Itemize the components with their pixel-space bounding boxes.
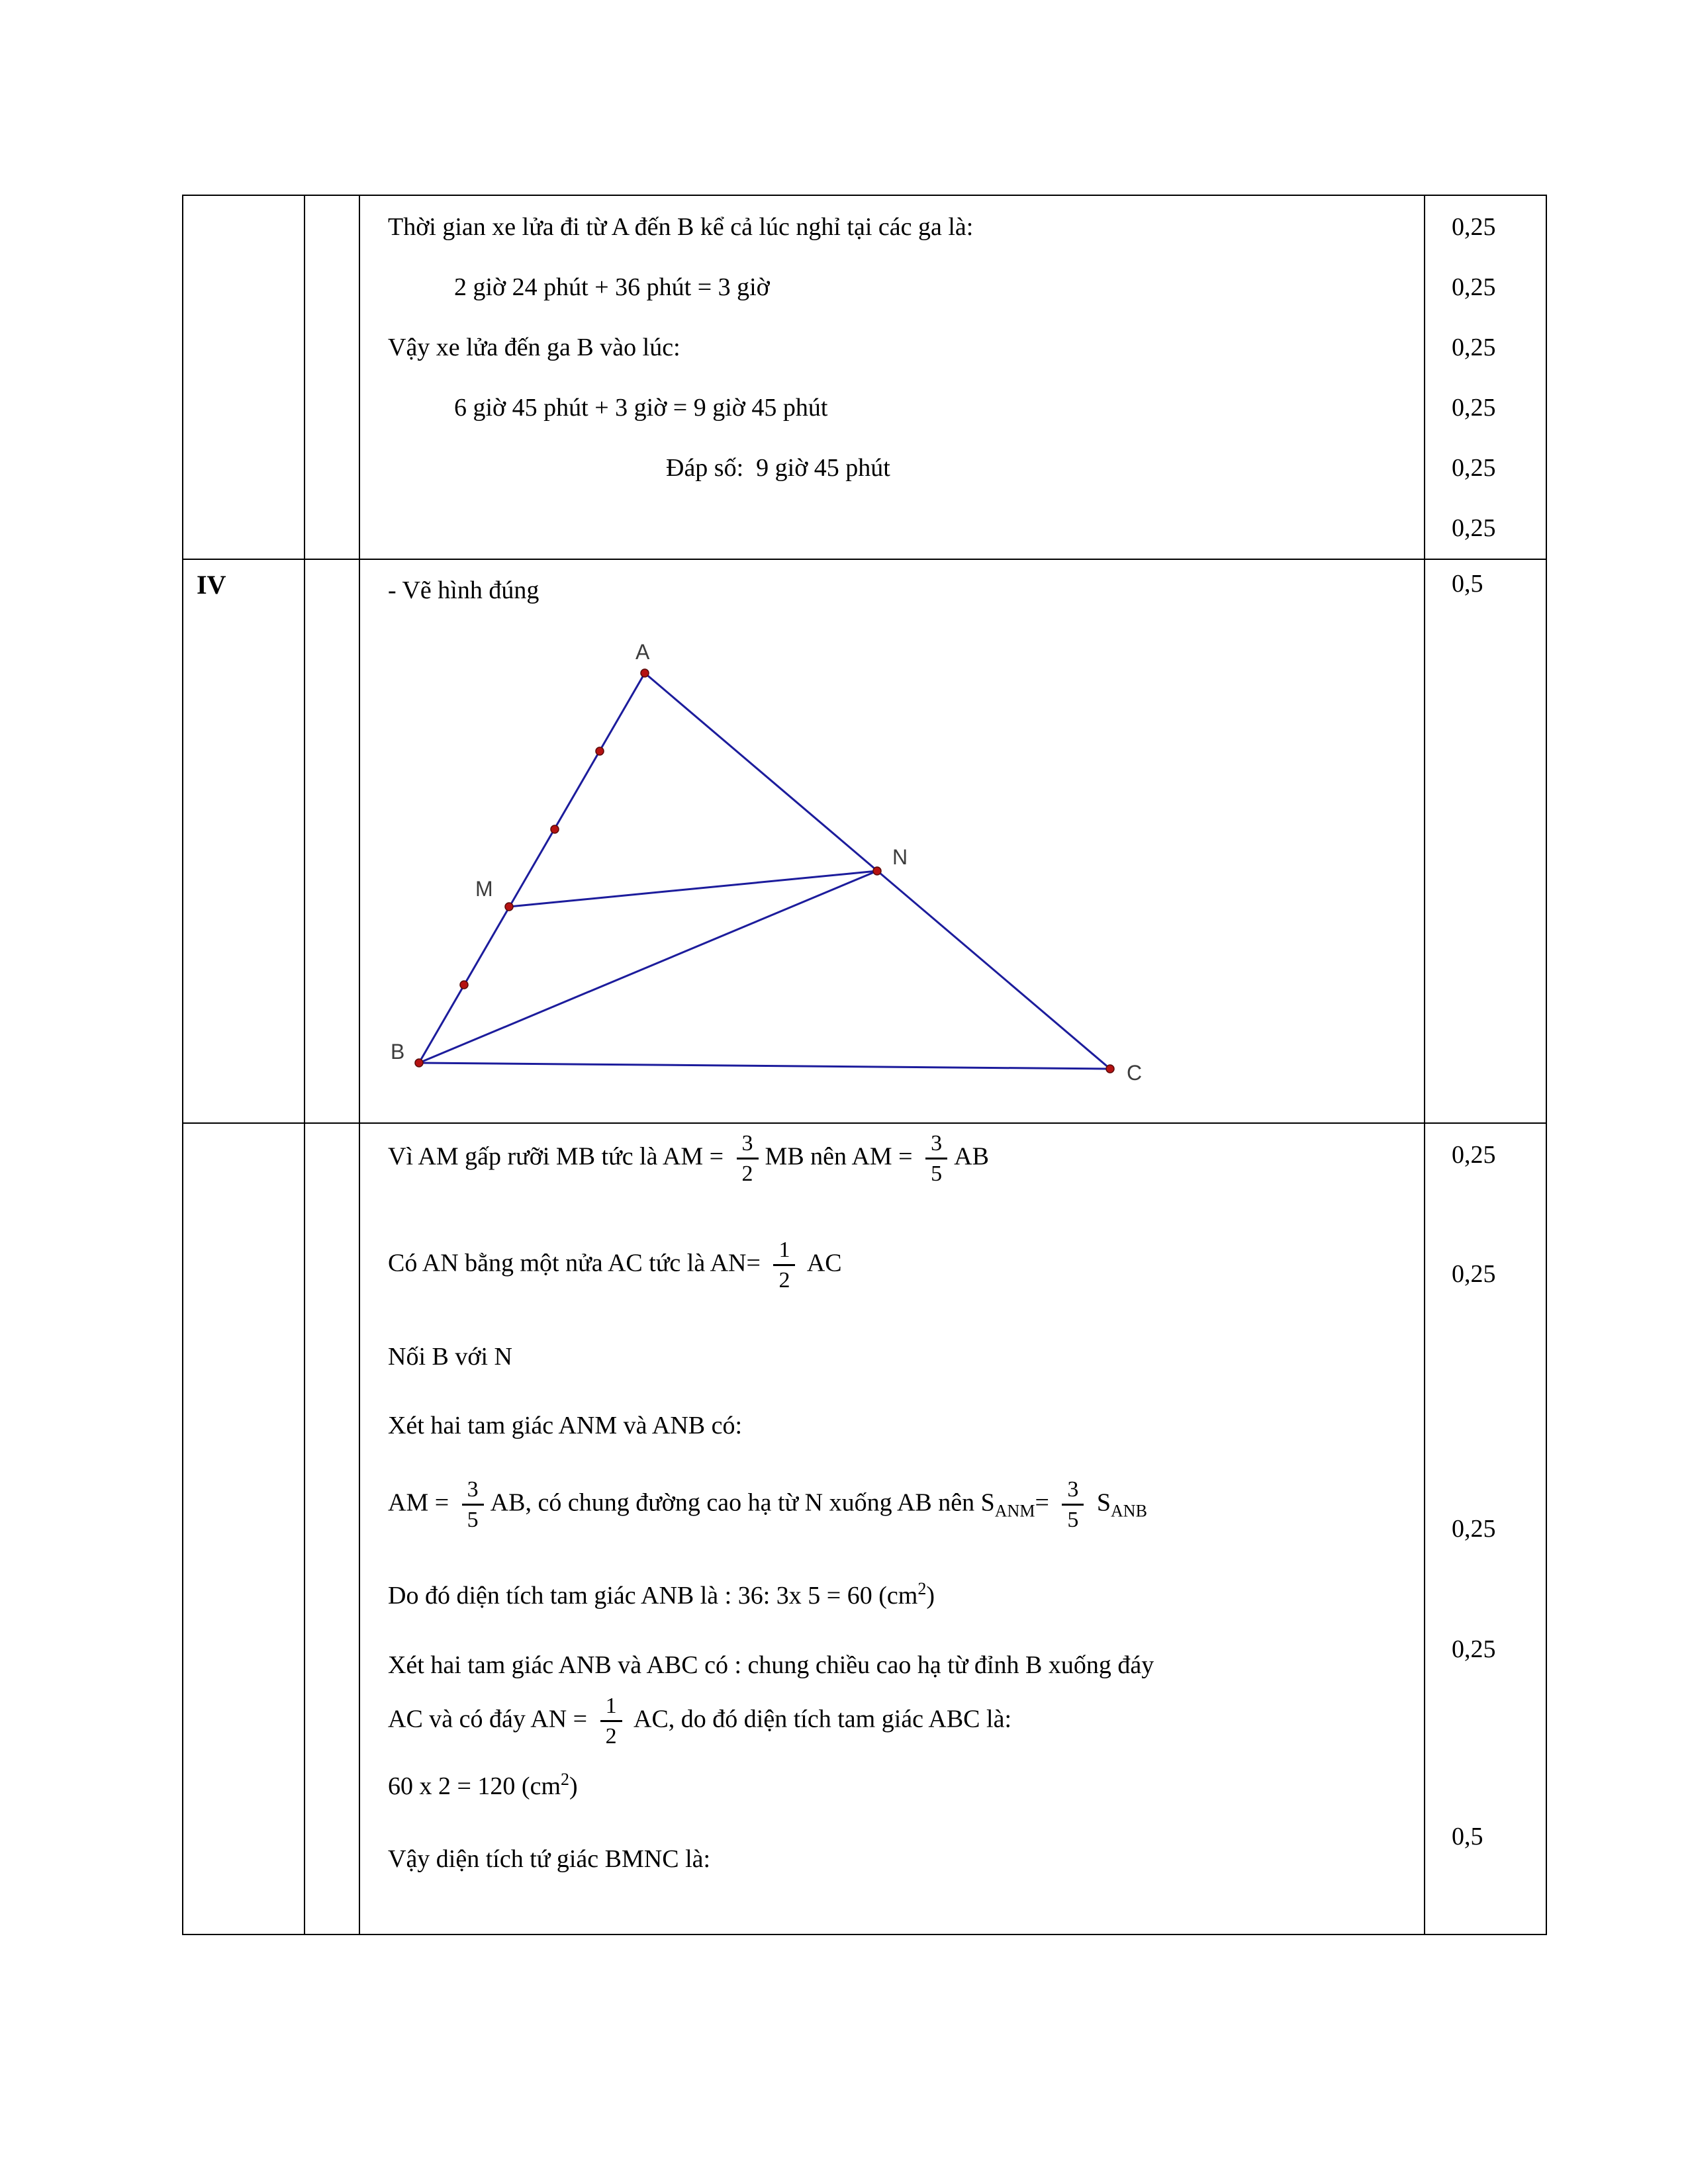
point-M-point — [505, 903, 513, 911]
label-C: C — [1127, 1061, 1143, 1085]
tick-point-3 — [460, 981, 468, 989]
answer-line: Có AN bằng một nửa AC tức là AN= $\frac{1}{2}$ AC — [388, 1238, 842, 1293]
answer-line: AC và có đáy AN = $\frac{1}{2}$ AC, do đó diện tích tam giác ABC là: — [388, 1694, 1011, 1749]
question-number: IV — [197, 570, 226, 600]
score-value: 0,25 — [1452, 334, 1496, 361]
score-value: 0,25 — [1452, 213, 1496, 241]
sub-id-cell — [305, 560, 360, 1122]
vertex-C-point — [1106, 1065, 1114, 1073]
fraction: $\frac{3}{5}$ — [925, 1130, 947, 1187]
score-value: 0,5 — [1452, 1823, 1483, 1850]
sub-id-cell — [305, 1124, 360, 1934]
score-value: 0,25 — [1452, 1635, 1496, 1663]
fraction: $\frac{1}{2}$ — [773, 1237, 795, 1293]
score-value: 0,5 — [1452, 570, 1483, 598]
question-id-cell — [183, 1124, 305, 1934]
segment-MN — [509, 871, 877, 907]
table-row-solution — [183, 1124, 1546, 1934]
score-value: 0,25 — [1452, 273, 1496, 301]
label-A: A — [635, 640, 650, 664]
answer-line: Xét hai tam giác ANB và ABC có : chung chiều cao hạ từ đỉnh B xuống đáy — [388, 1651, 1154, 1679]
score-value: 0,25 — [1452, 1141, 1496, 1169]
label-N: N — [892, 845, 908, 869]
segment-AB — [419, 673, 645, 1063]
tick-point-1 — [596, 747, 604, 755]
answer-line — [388, 498, 1424, 559]
table-row-time-problem — [183, 196, 1546, 560]
table-row-question-iv — [183, 560, 1546, 1124]
segment-BC — [419, 1063, 1110, 1069]
score-value: 0,25 — [1452, 1515, 1496, 1543]
answer-line: Xét hai tam giác ANM và ANB có: — [388, 1412, 743, 1439]
question-id-cell — [183, 560, 305, 1122]
label-B: B — [391, 1040, 405, 1064]
answer-line: AM = $\frac{3}{5}$ AB, có chung đường cao hạ từ N xuống AB nên $S_{ANM}=$ $\frac{3}{5}$ $S_{ANB}$ — [388, 1477, 1147, 1533]
triangle-diagram — [372, 625, 1233, 1108]
grading-table — [182, 195, 1547, 1935]
score-value: 0,25 — [1452, 1260, 1496, 1288]
fraction: $\frac{3}{2}$ — [737, 1130, 759, 1187]
answer-content-cell — [360, 1124, 1425, 1934]
vertex-B-point — [415, 1059, 423, 1067]
draw-instruction: - Vẽ hình đúng — [388, 576, 539, 604]
answer-line: Vì AM gấp rưỡi MB tức là AM = $\frac{3}{2}$ MB nên AM = $\frac{3}{5}$ AB — [388, 1131, 989, 1187]
score-value: 0,25 — [1452, 514, 1496, 542]
score-value: 0,25 — [1452, 454, 1496, 482]
answer-line: 60 x 2 = 120 $(cm^2)$ — [388, 1770, 578, 1800]
tick-point-2 — [551, 825, 559, 833]
score-cell — [1425, 196, 1548, 559]
fraction: $\frac{3}{5}$ — [1062, 1477, 1084, 1533]
point-N-point — [873, 867, 881, 875]
answer-line: Vậy xe lửa đến ga B vào lúc: — [388, 334, 680, 361]
fraction: $\frac{3}{5}$ — [462, 1477, 484, 1533]
score-value: 0,25 — [1452, 394, 1496, 422]
answer-line: 6 giờ 45 phút + 3 giờ = 9 giờ 45 phút — [454, 394, 828, 422]
sub-id-cell — [305, 196, 360, 559]
answer-line: Vậy diện tích tứ giác BMNC là: — [388, 1845, 711, 1873]
figure-cell — [360, 560, 1425, 1122]
question-id-cell — [183, 196, 305, 559]
answer-line: 2 giờ 24 phút + 36 phút = 3 giờ — [454, 273, 770, 301]
fraction: $\frac{1}{2}$ — [600, 1693, 622, 1749]
answer-line: Thời gian xe lửa đi từ A đến B kể cả lúc nghỉ tại các ga là: — [388, 213, 974, 241]
answer-content-cell — [360, 196, 1425, 559]
score-cell — [1425, 560, 1548, 1122]
score-cell — [1425, 1124, 1548, 1934]
answer-line: Do đó diện tích tam giác ANB là : 36: 3x 5 = 60 $(cm^2)$ — [388, 1579, 935, 1610]
answer-line: Đáp số: 9 giờ 45 phút — [666, 454, 890, 482]
answer-line: Nối B với N — [388, 1343, 512, 1371]
vertex-A-point — [641, 669, 649, 677]
label-M: M — [475, 877, 493, 901]
